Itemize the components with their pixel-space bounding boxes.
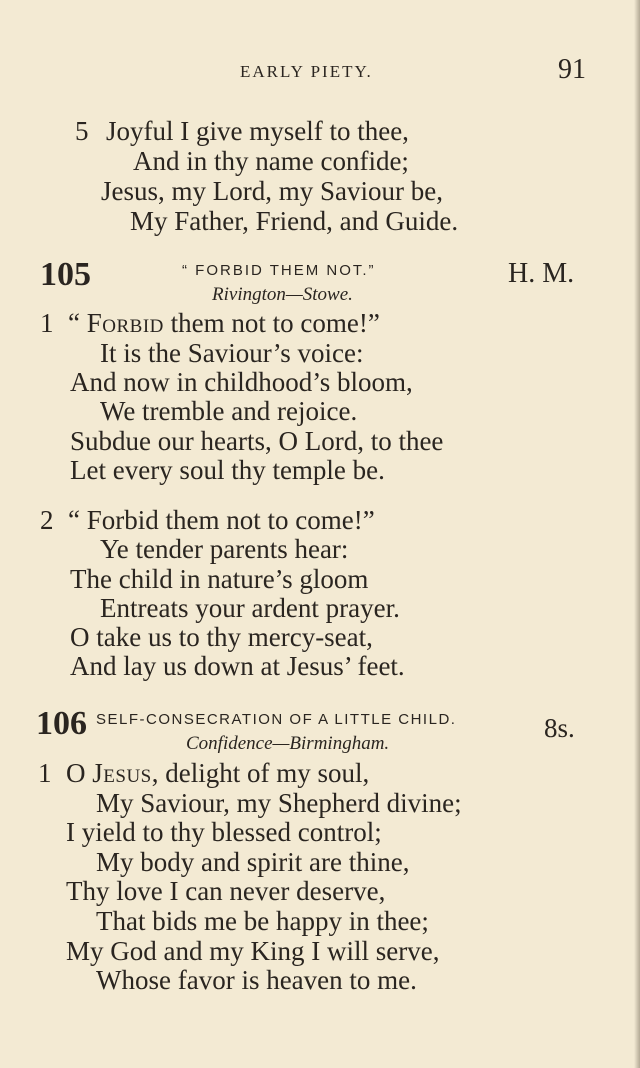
hymn-number: 106 bbox=[36, 705, 87, 742]
hymn-line: Let every soul thy temple be. bbox=[70, 455, 385, 485]
hymn-line: “ Forbid them not to come!” bbox=[68, 505, 375, 535]
hymn-line: And lay us down at Jesus’ feet. bbox=[70, 651, 405, 681]
tune-names: Confidence—Birmingham. bbox=[186, 733, 390, 754]
running-head: EARLY PIETY. bbox=[240, 62, 373, 81]
meter: H. M. bbox=[508, 258, 575, 289]
page-edge-shadow bbox=[634, 0, 640, 1068]
hymn-line: Entreats your ardent prayer. bbox=[100, 593, 400, 623]
hymn-line: O take us to thy mercy-seat, bbox=[70, 622, 373, 652]
hymn-line: Joyful I give myself to thee, bbox=[106, 116, 409, 146]
hymn-line: Thy love I can never deserve, bbox=[66, 876, 386, 906]
hymn-line: Jesus, my Lord, my Saviour be, bbox=[101, 176, 443, 206]
hymn-line: My God and my King I will serve, bbox=[66, 936, 440, 966]
small-caps-word: JESUS bbox=[92, 758, 152, 788]
hymn-number: 105 bbox=[40, 256, 91, 293]
verse-number: 2 bbox=[40, 505, 54, 535]
hymn-line: I yield to thy blessed control; bbox=[66, 817, 382, 847]
hymn-line: We tremble and rejoice. bbox=[100, 396, 358, 426]
line-rest: them not to come!” bbox=[163, 308, 380, 338]
tune-names: Rivington—Stowe. bbox=[212, 284, 353, 305]
verse-number: 1 bbox=[40, 308, 54, 338]
hymn-line: Subdue our hearts, O Lord, to thee bbox=[70, 426, 444, 456]
hymn-line: And now in childhood’s bloom, bbox=[70, 367, 413, 397]
hymn-line: That bids me be happy in thee; bbox=[96, 906, 429, 936]
hymn-line: My Saviour, my Shepherd divine; bbox=[96, 788, 462, 818]
hymn-title: “ FORBID THEM NOT.” bbox=[182, 262, 376, 279]
hymn-line: And in thy name confide; bbox=[133, 146, 409, 176]
verse-number: 1 bbox=[38, 758, 52, 788]
hymn-line bbox=[68, 308, 380, 342]
hymn-line: It is the Saviour’s voice: bbox=[100, 338, 364, 368]
hymn-line: My body and spirit are thine, bbox=[96, 847, 410, 877]
open-quote: “ bbox=[68, 308, 80, 338]
line-rest: , delight of my soul, bbox=[151, 758, 370, 788]
hymn-line bbox=[66, 758, 369, 792]
stanza-number: 5 bbox=[75, 116, 89, 146]
line-prefix: O bbox=[66, 758, 93, 788]
page-number: 91 bbox=[558, 54, 586, 85]
hymn-line: The child in nature’s gloom bbox=[70, 564, 369, 594]
hymn-line: My Father, Friend, and Guide. bbox=[130, 206, 459, 236]
hymn-title: SELF-CONSECRATION OF A LITTLE CHILD. bbox=[96, 711, 457, 728]
hymn-line: Whose favor is heaven to me. bbox=[96, 965, 417, 995]
meter: 8s. bbox=[544, 713, 575, 743]
small-caps-word: FORBID bbox=[86, 308, 164, 338]
hymn-line: Ye tender parents hear: bbox=[100, 534, 349, 564]
